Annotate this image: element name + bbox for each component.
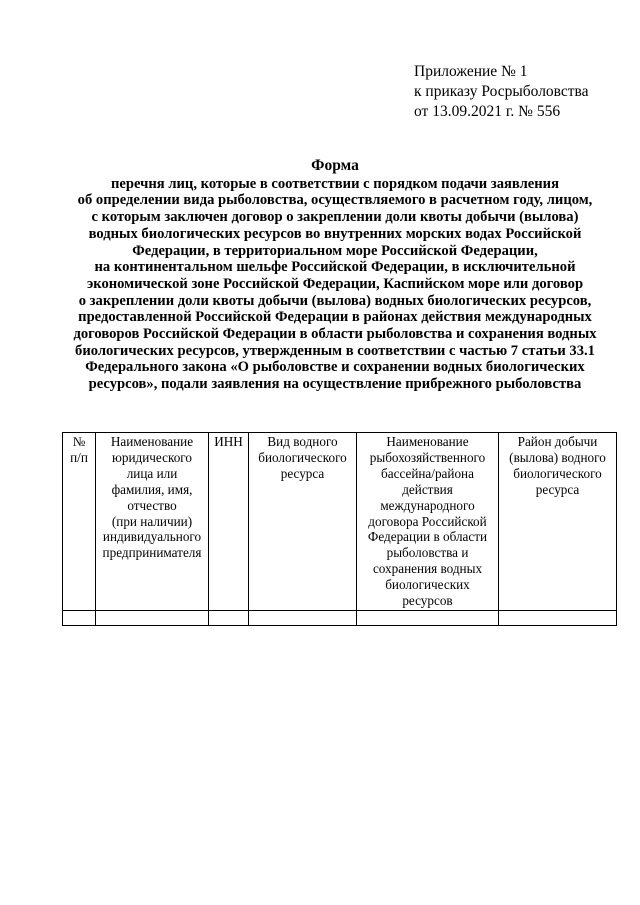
header-number: № п/п bbox=[63, 433, 96, 611]
annex-order-date: от 13.09.2021 г. № 556 bbox=[414, 103, 561, 120]
table-cell bbox=[249, 610, 357, 625]
heading-line: на континентальном шельфе Российской Федерации, в исключительной bbox=[94, 259, 576, 276]
heading-line: с которым заключен договор о закреплении доли квоты добычи (вылова) bbox=[91, 209, 579, 226]
heading-line: Федерации, в территориальном море Российской Федерации, bbox=[132, 242, 538, 259]
table-cell bbox=[357, 610, 499, 625]
header-resource-type: Вид водного биологического ресурса bbox=[249, 433, 357, 611]
annex-number: Приложение № 1 bbox=[414, 63, 528, 80]
table-row bbox=[63, 610, 617, 625]
header-basin: Наименование рыбохозяйственного бассейна/района действия международного договора Российской Федерации в области рыболовства и сохранения водных биологических ресурсов bbox=[357, 433, 499, 611]
heading-line: договоров Российской Федерации в области рыболовства и сохранения водных bbox=[73, 326, 597, 343]
form-heading bbox=[40, 158, 630, 393]
persons-table bbox=[62, 432, 617, 626]
table-cell bbox=[499, 610, 617, 625]
heading-line: Федерального закона «О рыболовстве и сохранении водных биологических bbox=[85, 359, 585, 376]
annex-order-ref: к приказу Росрыболовства bbox=[414, 83, 589, 100]
header-catch-area: Район добычи (вылова) водного биологического ресурса bbox=[499, 433, 617, 611]
heading-line: перечня лиц, которые в соответствии с порядком подачи заявления bbox=[111, 175, 559, 192]
heading-line: экономической зоне Российской Федерации, Каспийском море или договор bbox=[86, 275, 584, 292]
heading-line: о закреплении доли квоты добычи (вылова) водных биологических ресурсов, bbox=[78, 292, 592, 309]
header-inn: ИНН bbox=[209, 433, 249, 611]
table-cell bbox=[209, 610, 249, 625]
heading-line: предоставленной Российской Федерации в районах действия международных bbox=[78, 309, 592, 326]
header-name: Наименование юридического лица или фамилия, имя, отчество (при наличии) индивидуального предпринимателя bbox=[96, 433, 209, 611]
heading-line: об определении вида рыболовства, осуществляемого в расчетном году, лицом, bbox=[77, 192, 593, 209]
table-cell bbox=[96, 610, 209, 625]
heading-line: биологических ресурсов, утвержденным в соответствии с частью 7 статьи 33.1 bbox=[75, 342, 595, 359]
table-header-row bbox=[63, 433, 617, 611]
heading-line: водных биологических ресурсов во внутренних морских водах Российской bbox=[88, 225, 582, 242]
table-cell bbox=[63, 610, 96, 625]
heading-line: ресурсов», подали заявления на осуществление прибрежного рыболовства bbox=[88, 376, 582, 393]
annex-block bbox=[414, 62, 589, 122]
form-title: Форма bbox=[311, 157, 359, 174]
